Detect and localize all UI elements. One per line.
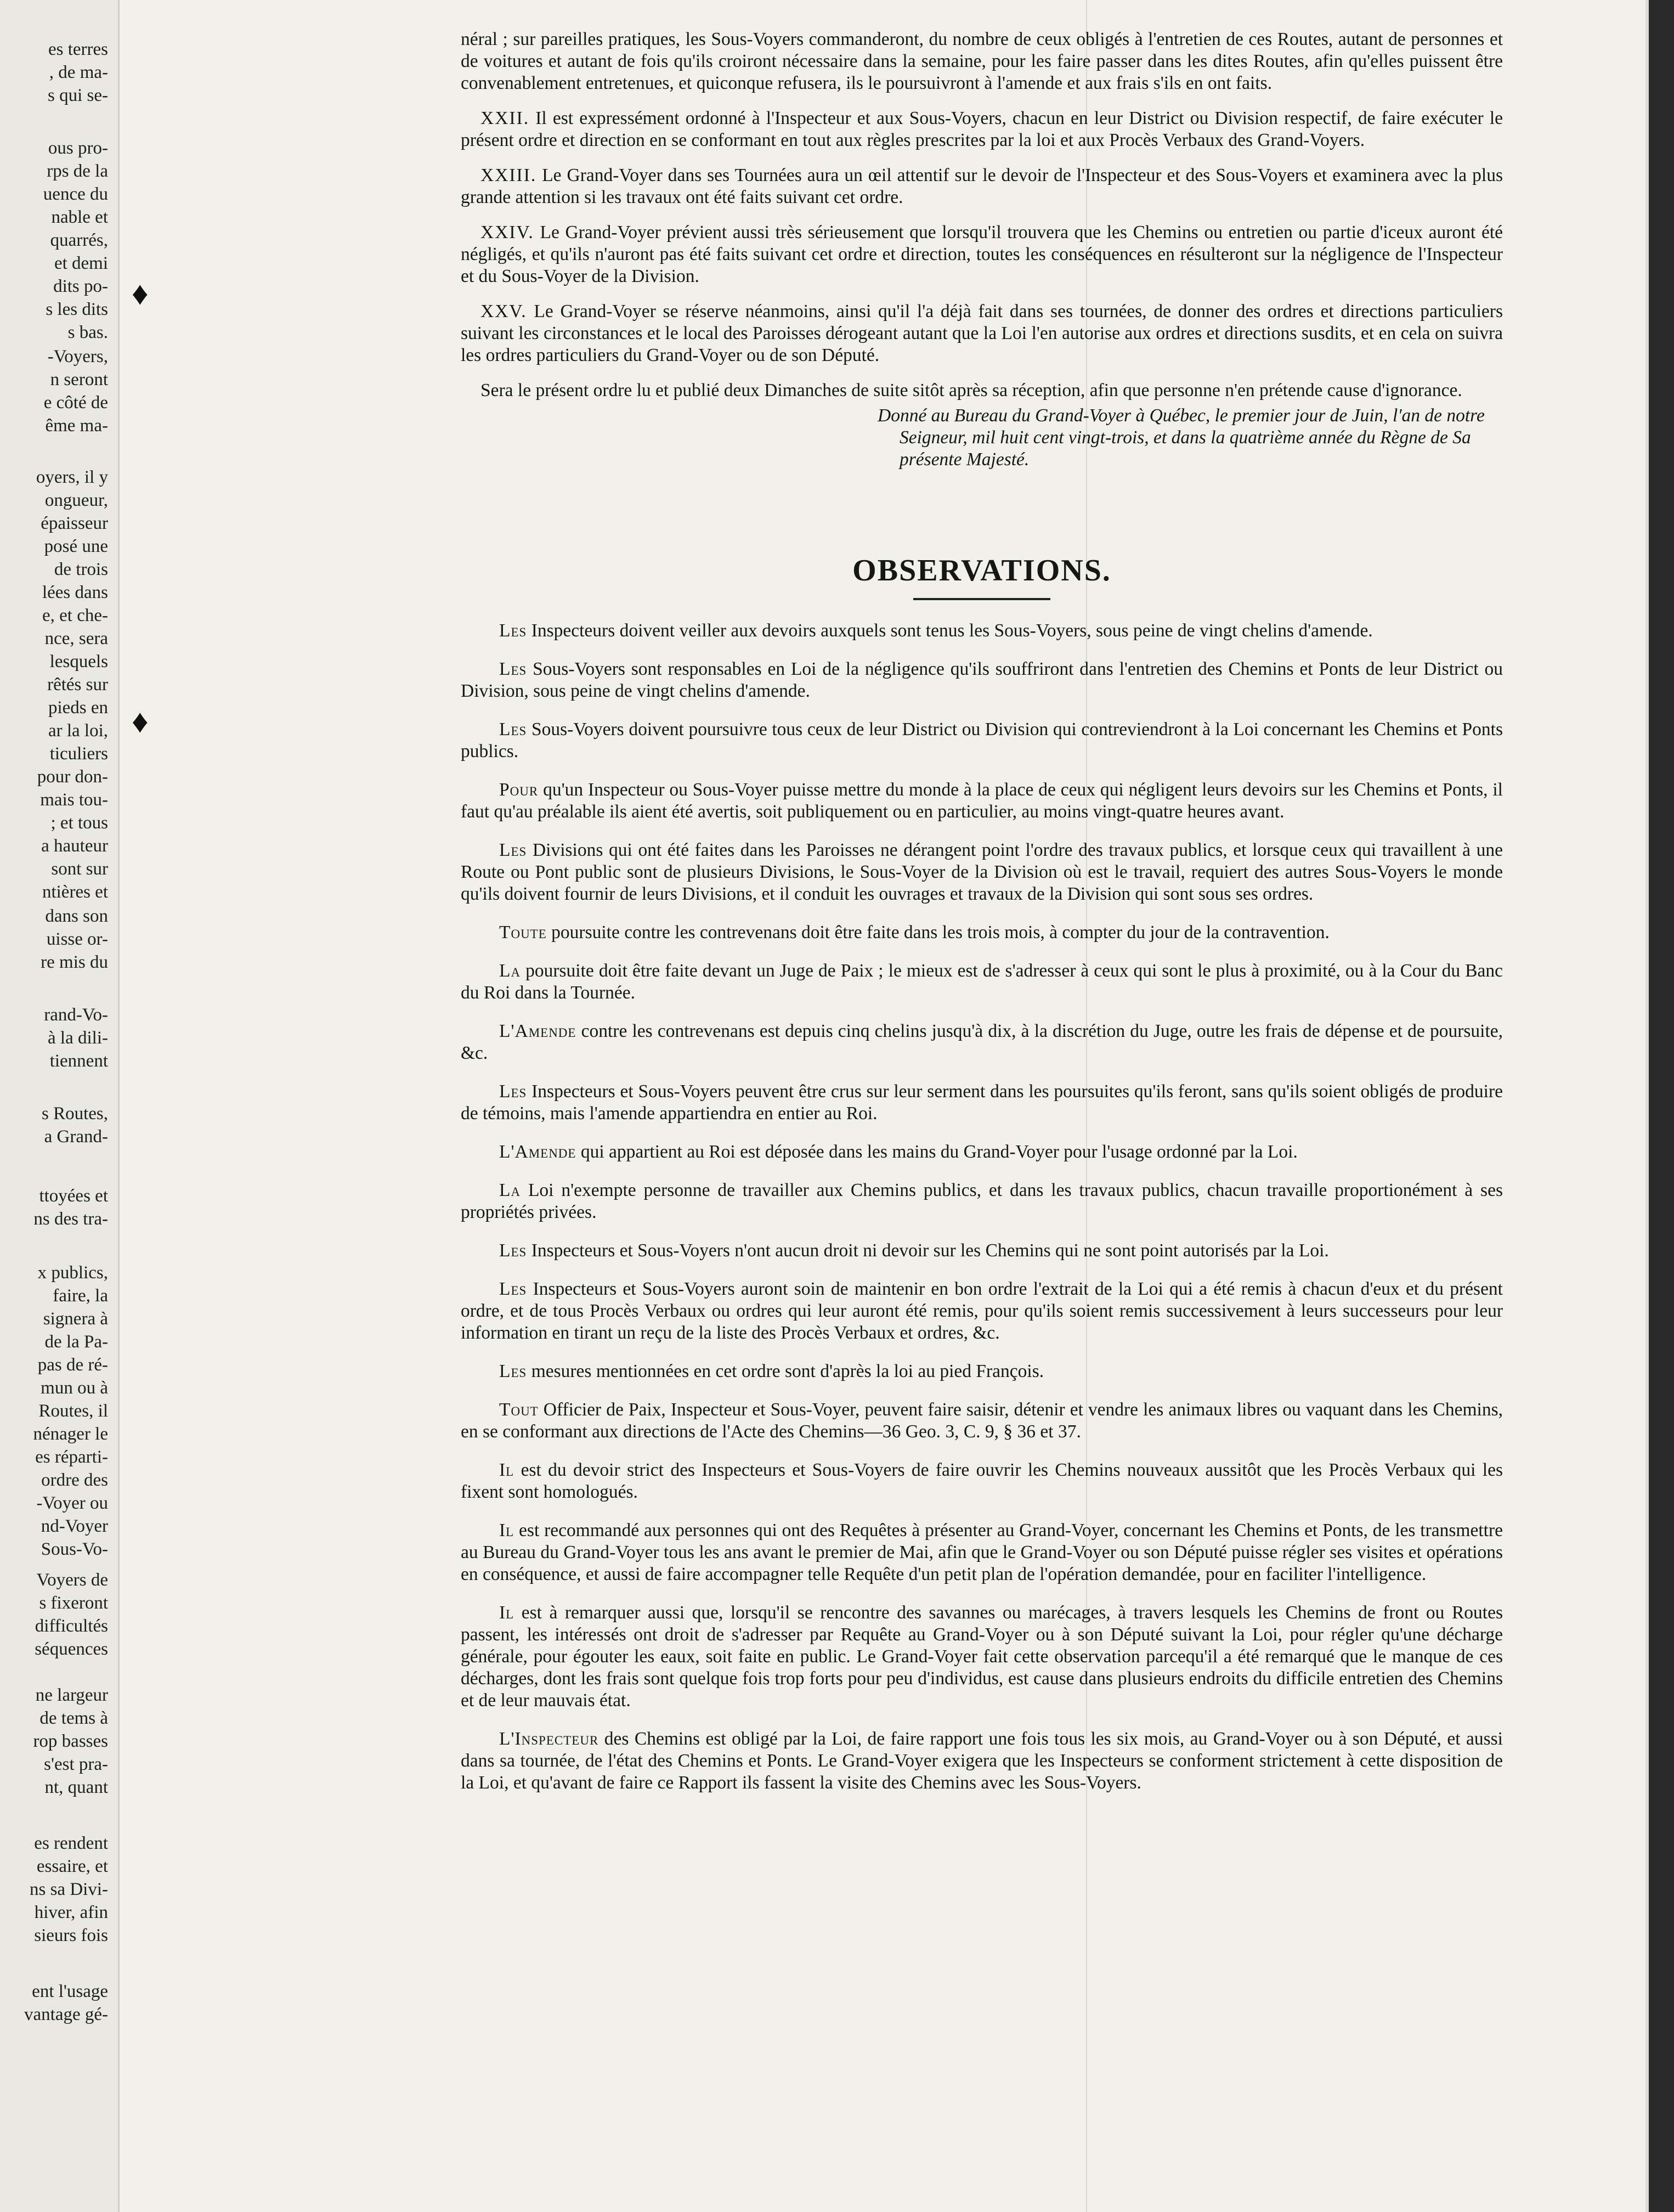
- observation-lead-word: La: [499, 961, 521, 981]
- signature-block: Donné au Bureau du Grand-Voyer à Québec, le premier jour de Juin, l'an de notre Seigneur, mil huit cent vingt-trois, et dans la quatrième année du Règne de Sa présente Majesté.: [878, 405, 1485, 470]
- observation-lead-word: L'Amende: [499, 1021, 576, 1041]
- margin-text-fragment: nable et: [51, 207, 108, 227]
- observation-paragraph: [461, 1602, 1503, 1712]
- observation-text: des Chemins est obligé par la Loi, de faire rapport une fois tous les six mois, au Grand-Voyer ou à son Député, et aussi dans sa tournée, de l'état des Chemins et Ponts. Le Grand-Voyer exigera que les Inspecteurs se conforment strictement à cette disposition de la Loi, et qu'avant de faire ce Rapport ils fassent la visite des Chemins avec les Sous-Voyers.: [461, 1729, 1503, 1793]
- margin-text-fragment: -Voyer ou: [36, 1493, 108, 1513]
- observation-lead-word: Les: [499, 620, 527, 641]
- observation-lead-word: Tout: [499, 1400, 539, 1420]
- article-paragraph: [461, 108, 1503, 151]
- margin-text-fragment: vantage gé-: [24, 2005, 108, 2024]
- margin-text-fragment: sont sur: [51, 859, 108, 879]
- margin-text-fragment: ttoyées et: [39, 1186, 108, 1206]
- margin-text-fragment: tiennent: [49, 1051, 108, 1071]
- margin-text-fragment: de la Pa-: [44, 1332, 108, 1352]
- observation-lead-word: Les: [499, 659, 527, 679]
- observation-text: Officier de Paix, Inspecteur et Sous-Voyer, peuvent faire saisir, détenir et vendre les animaux libres ou vaquant dans les Chemins, en se conformant aux directions de l'Acte des Chemins—36 Geo. 3, C. 9, § 36 et 37.: [461, 1400, 1503, 1442]
- margin-text-fragment: pas de ré-: [37, 1355, 108, 1375]
- margin-text-fragment: es rendent: [34, 1833, 108, 1853]
- observation-lead-word: L'Inspecteur: [499, 1729, 599, 1749]
- publication-paragraph: [461, 380, 1503, 402]
- observation-paragraph: [461, 1240, 1503, 1262]
- observation-lead-word: Les: [499, 1081, 527, 1102]
- observation-paragraph: [461, 658, 1503, 702]
- margin-text-fragment: a hauteur: [41, 836, 108, 856]
- margin-text-fragment: faire, la: [53, 1286, 108, 1306]
- margin-text-fragment: ; et tous: [50, 813, 108, 833]
- margin-text-fragment: ous pro-: [48, 138, 108, 158]
- observation-lead-word: Pour: [499, 780, 539, 800]
- margin-text-fragment: et demi: [54, 253, 108, 273]
- margin-text-fragment: ordre des: [41, 1470, 108, 1490]
- article-text: Il est expressément ordonné à l'Inspecteur et aux Sous-Voyers, chacun en leur District ou Division respectif, de faire exécuter le présent ordre et direction en se conformant en tout aux règles prescrites par la loi et aux Procès Verbaux des Grand-Voyers.: [461, 108, 1503, 150]
- observation-text: contre les contrevenans est depuis cinq chelins jusqu'à dix, à la discrétion du Juge, outre les frais de dépense et de poursuite, &c.: [461, 1021, 1503, 1063]
- observation-paragraph: [461, 1081, 1503, 1125]
- observation-paragraph: [461, 1399, 1503, 1443]
- observation-text: qu'un Inspecteur ou Sous-Voyer puisse mettre du monde à la place de ceux qui négligent leurs devoirs sur les Chemins et Ponts, il faut qu'au préalable ils aient été avertis, soit publiquement ou en particulier, au moins vingt-quatre heures avant.: [461, 780, 1503, 822]
- article-number: XXIV.: [480, 222, 534, 242]
- margin-text-fragment: ne largeur: [35, 1685, 108, 1705]
- observation-lead-word: Les: [499, 1240, 527, 1261]
- observation-paragraph: [461, 1728, 1503, 1794]
- binding-hole-mark: ♦: [132, 703, 149, 740]
- margin-text-fragment: oyers, il y: [36, 467, 108, 487]
- margin-text-fragment: Routes, il: [38, 1401, 108, 1421]
- margin-text-fragment: ntières et: [42, 882, 108, 902]
- margin-text-fragment: lesquels: [49, 652, 108, 672]
- margin-text-fragment: épaisseur: [41, 514, 108, 533]
- margin-text-fragment: nd-Voyer: [41, 1516, 108, 1536]
- observation-paragraph: [461, 1020, 1503, 1064]
- observation-text: Sous-Voyers doivent poursuivre tous ceux de leur District ou Division qui contreviendront à la Loi concernant les Chemins et Ponts publics.: [461, 719, 1503, 761]
- document-body: [461, 29, 1503, 1810]
- article-number: XXV.: [480, 301, 527, 321]
- observation-paragraph: [461, 922, 1503, 944]
- margin-text-fragment: Sous-Vo-: [41, 1539, 108, 1559]
- margin-text-fragment: e côté de: [43, 393, 108, 413]
- margin-text-fragment: de trois: [54, 560, 108, 579]
- observation-paragraph: [461, 1520, 1503, 1585]
- margin-text-fragment: ticuliers: [49, 744, 108, 764]
- observation-lead-word: Il: [499, 1460, 514, 1480]
- observation-text: Inspecteurs et Sous-Voyers peuvent être crus sur leur serment dans les poursuites qu'ils feront, sans qu'ils soient obligés de produire de témoins, mais l'amende appartiendra en entier au Roi.: [461, 1081, 1503, 1124]
- observation-lead-word: Les: [499, 1279, 527, 1299]
- observation-text: Loi n'exempte personne de travailler aux Chemins publics, et dans les travaux publics, chacun travaille proportionément à ses propriétés privées.: [461, 1180, 1503, 1222]
- margin-text-fragment: ême ma-: [45, 416, 108, 436]
- margin-text-fragment: ns des tra-: [33, 1209, 108, 1229]
- observation-lead-word: Il: [499, 1602, 514, 1623]
- margin-text-fragment: dans son: [45, 906, 108, 926]
- article-paragraph: [461, 165, 1503, 208]
- article-text: Le Grand-Voyer prévient aussi très sérieusement que lorsqu'il trouvera que les Chemins ou entretien ou partie d'iceux auront été négligés, et qu'ils n'auront pas été faits suivant cet ordre et direction, toutes les conséquences en résulteront sur la négligence de l'Inspecteur et du Sous-Voyer de la Division.: [461, 222, 1503, 286]
- observation-text: qui appartient au Roi est déposée dans les mains du Grand-Voyer pour l'usage ordonné par la Loi.: [576, 1142, 1298, 1162]
- observations-list: [461, 620, 1503, 1794]
- article-paragraph: [461, 29, 1503, 94]
- margin-text-fragment: s bas.: [67, 323, 108, 342]
- margin-text-fragment: rand-Vo-: [44, 1005, 108, 1025]
- margin-text-fragment: de tems à: [39, 1708, 108, 1728]
- observation-text: mesures mentionnées en cet ordre sont d'après la loi au pied François.: [527, 1361, 1044, 1381]
- margin-text-fragment: posé une: [44, 537, 108, 556]
- margin-text-fragment: ongueur,: [44, 490, 108, 510]
- margin-text-fragment: ar la loi,: [48, 721, 108, 741]
- margin-text-fragment: s Routes,: [41, 1104, 108, 1124]
- margin-text-fragment: uence du: [43, 184, 108, 204]
- observation-paragraph: [461, 960, 1503, 1004]
- margin-text-fragment: re mis du: [41, 952, 108, 972]
- margin-text-fragment: -Voyers,: [47, 347, 108, 366]
- article-paragraph: [461, 222, 1503, 287]
- observation-text: poursuite contre les contrevenans doit être faite dans les trois mois, à compter du jour de la contravention.: [546, 922, 1330, 943]
- margin-text-fragment: essaire, et: [36, 1857, 108, 1876]
- observation-lead-word: L'Amende: [499, 1142, 576, 1162]
- observation-text: est recommandé aux personnes qui ont des Requêtes à présenter au Grand-Voyer, concernant les Chemins et Ponts, de les transmettre au Bureau du Grand-Voyer tous les ans avant le premier de Mai, afin que le Grand-Voyer ou son Député puisse régler ses visites et opérations en conséquence, et aussi de faire accompagner telle Requête d'un petit plan de l'opération demandée, pour en faciliter l'intelligence.: [461, 1520, 1503, 1584]
- article-paragraph: [461, 301, 1503, 366]
- title-underline: [913, 598, 1050, 600]
- observation-text: Divisions qui ont été faites dans les Paroisses ne dérangent point l'ordre des travaux publics, et lorsque ceux qui travaillent à une Route ou Pont public sont de plusieurs Divisions, le Sous-Voyer de la Division où est le travail, requiert des autres Sous-Voyers le monde qu'ils doivent fournir de leurs Divisions, et il conduit les ouvrages et travaux de la Division qui sont sous ses ordres.: [461, 840, 1503, 904]
- observation-text: Inspecteurs doivent veiller aux devoirs auxquels sont tenus les Sous-Voyers, sous peine de vingt chelins d'amende.: [527, 620, 1373, 641]
- margin-text-fragment: s qui se-: [48, 86, 108, 105]
- margin-text-fragment: mais tou-: [40, 790, 108, 810]
- article-text: Le Grand-Voyer se réserve néanmoins, ainsi qu'il l'a déjà fait dans ses tournées, de donner des ordres et directions particuliers suivant les circonstances et le local des Paroisses dérogeant autant que la Loi l'en autorise aux ordres et directions susdits, et en cela on suivra les ordres particuliers du Grand-Voyer ou de son Député.: [461, 301, 1503, 365]
- margin-text-fragment: ent l'usage: [32, 1982, 108, 2001]
- observation-paragraph: [461, 839, 1503, 905]
- margin-text-fragment: hiver, afin: [34, 1903, 108, 1922]
- observation-paragraph: [461, 719, 1503, 763]
- observation-paragraph: [461, 779, 1503, 823]
- observation-lead-word: Les: [499, 1361, 527, 1381]
- left-page-margin-strip: [0, 0, 120, 2212]
- article-text: Sera le présent ordre lu et publié deux Dimanches de suite sitôt après sa réception, afin que personne n'en prétende cause d'ignorance.: [480, 380, 1462, 400]
- margin-text-fragment: à la dili-: [48, 1028, 108, 1048]
- margin-text-fragment: séquences: [35, 1639, 108, 1659]
- observation-text: est du devoir strict des Inspecteurs et Sous-Voyers de faire ouvrir les Chemins nouveaux aussitôt que les Procès Verbaux qui les fixent sont homologués.: [461, 1460, 1503, 1502]
- margin-text-fragment: sieurs fois: [34, 1926, 108, 1945]
- article-text: néral ; sur pareilles pratiques, les Sous-Voyers commanderont, du nombre de ceux obligés à l'entretien de ces Routes, autant de personnes et de voitures et autant de fois qu'ils croiront nécessaire dans la semaine, pour les faire passer dans les dites Routes, afin qu'elles puissent être convenablement entretenues, et quiconque refusera, ils le poursuivront à l'amende et aux frais s'ils en ont faits.: [461, 29, 1503, 93]
- observation-text: Sous-Voyers sont responsables en Loi de la négligence qu'ils souffriront dans l'entretien des Chemins et Ponts de leur District ou Division, sous peine de vingt chelins d'amende.: [461, 659, 1503, 701]
- observation-text: poursuite doit être faite devant un Juge de Paix ; le mieux est de s'adresser à ceux qui sont le plus à proximité, ou à la Cour du Banc du Roi dans la Tournée.: [461, 961, 1503, 1003]
- margin-text-fragment: , de ma-: [49, 63, 108, 82]
- margin-text-fragment: dits po-: [53, 276, 108, 296]
- margin-text-fragment: signera à: [43, 1309, 108, 1329]
- observation-text: est à remarquer aussi que, lorsqu'il se rencontre des savannes ou marécages, à travers lesquels les Chemins de front ou Routes passent, les intéressés ont droit de s'adresser par Requête au Grand-Voyer ou à son Député suivant la Loi, pour régler qu'une décharge générale, pour égouter les eaux, soit faite en public. Le Grand-Voyer fait cette observation parcequ'il a été remarqué que le manque de ces décharges, dont les frais sont quelque fois trop forts pour peu d'individus, est cause dans plusieurs endroits du difficile entretien des Chemins et de leur mauvais état.: [461, 1602, 1503, 1711]
- observation-paragraph: [461, 1278, 1503, 1344]
- observation-paragraph: [461, 1180, 1503, 1223]
- article-number: XXII.: [480, 108, 530, 128]
- observation-paragraph: [461, 1361, 1503, 1383]
- margin-text-fragment: rop basses: [33, 1731, 108, 1751]
- margin-text-fragment: e, et che-: [42, 606, 108, 625]
- observation-text: Inspecteurs et Sous-Voyers auront soin de maintenir en bon ordre l'extrait de la Loi qui a été remis à chacun d'eux et du présent ordre, et de tous Procès Verbaux ou ordres qui leur auront été remis, pour qu'ils soient remis successivement à leurs successeurs pour leur information en tirant un reçu de la liste des Procès Verbaux et ordres, &c.: [461, 1279, 1503, 1343]
- observations-title: OBSERVATIONS.: [852, 554, 1111, 588]
- observation-lead-word: Toute: [499, 922, 547, 943]
- margin-text-fragment: lées dans: [42, 583, 108, 602]
- margin-text-fragment: x publics,: [37, 1263, 108, 1283]
- margin-text-fragment: nt, quant: [44, 1778, 108, 1797]
- margin-text-fragment: rps de la: [47, 161, 108, 181]
- observation-paragraph: [461, 1459, 1503, 1503]
- article-number: XXIII.: [480, 165, 537, 185]
- margin-text-fragment: a Grand-: [44, 1127, 108, 1147]
- margin-text-fragment: s fixeront: [39, 1593, 108, 1613]
- observation-lead-word: Les: [499, 840, 527, 860]
- observation-text: Inspecteurs et Sous-Voyers n'ont aucun droit ni devoir sur les Chemins qui ne sont point autorisés par la Loi.: [527, 1240, 1329, 1261]
- margin-text-fragment: es réparti-: [35, 1447, 108, 1467]
- margin-text-fragment: s les dits: [46, 300, 108, 319]
- margin-text-fragment: pour don-: [37, 767, 108, 787]
- margin-text-fragment: ns sa Divi-: [30, 1880, 108, 1899]
- margin-text-fragment: quarrés,: [50, 230, 108, 250]
- margin-text-fragment: es terres: [48, 40, 108, 59]
- observations-heading: [461, 553, 1503, 600]
- margin-text-fragment: Voyers de: [36, 1570, 108, 1590]
- ordinance-articles: [461, 29, 1503, 471]
- margin-text-fragment: difficultés: [35, 1616, 108, 1636]
- observation-lead-word: Les: [499, 719, 527, 740]
- margin-text-fragment: uisse or-: [46, 929, 108, 949]
- margin-text-fragment: pieds en: [48, 698, 108, 718]
- margin-text-fragment: n seront: [50, 370, 108, 390]
- binding-hole-mark: ♦: [132, 275, 149, 312]
- article-text: Le Grand-Voyer dans ses Tournées aura un œil attentif sur le devoir de l'Inspecteur et des Sous-Voyers et examinera avec la plus grande attention si les travaux ont été faits suivant cet ordre.: [461, 165, 1503, 207]
- margin-text-fragment: nce, sera: [44, 629, 108, 648]
- margin-text-fragment: mun ou à: [41, 1378, 108, 1398]
- observation-lead-word: La: [499, 1180, 521, 1200]
- margin-text-fragment: s'est pra-: [44, 1754, 108, 1774]
- margin-text-fragment: rêtés sur: [47, 675, 108, 695]
- observation-paragraph: [461, 620, 1503, 642]
- observation-paragraph: [461, 1141, 1503, 1163]
- margin-text-fragment: nénager le: [33, 1424, 108, 1444]
- observation-lead-word: Il: [499, 1520, 514, 1541]
